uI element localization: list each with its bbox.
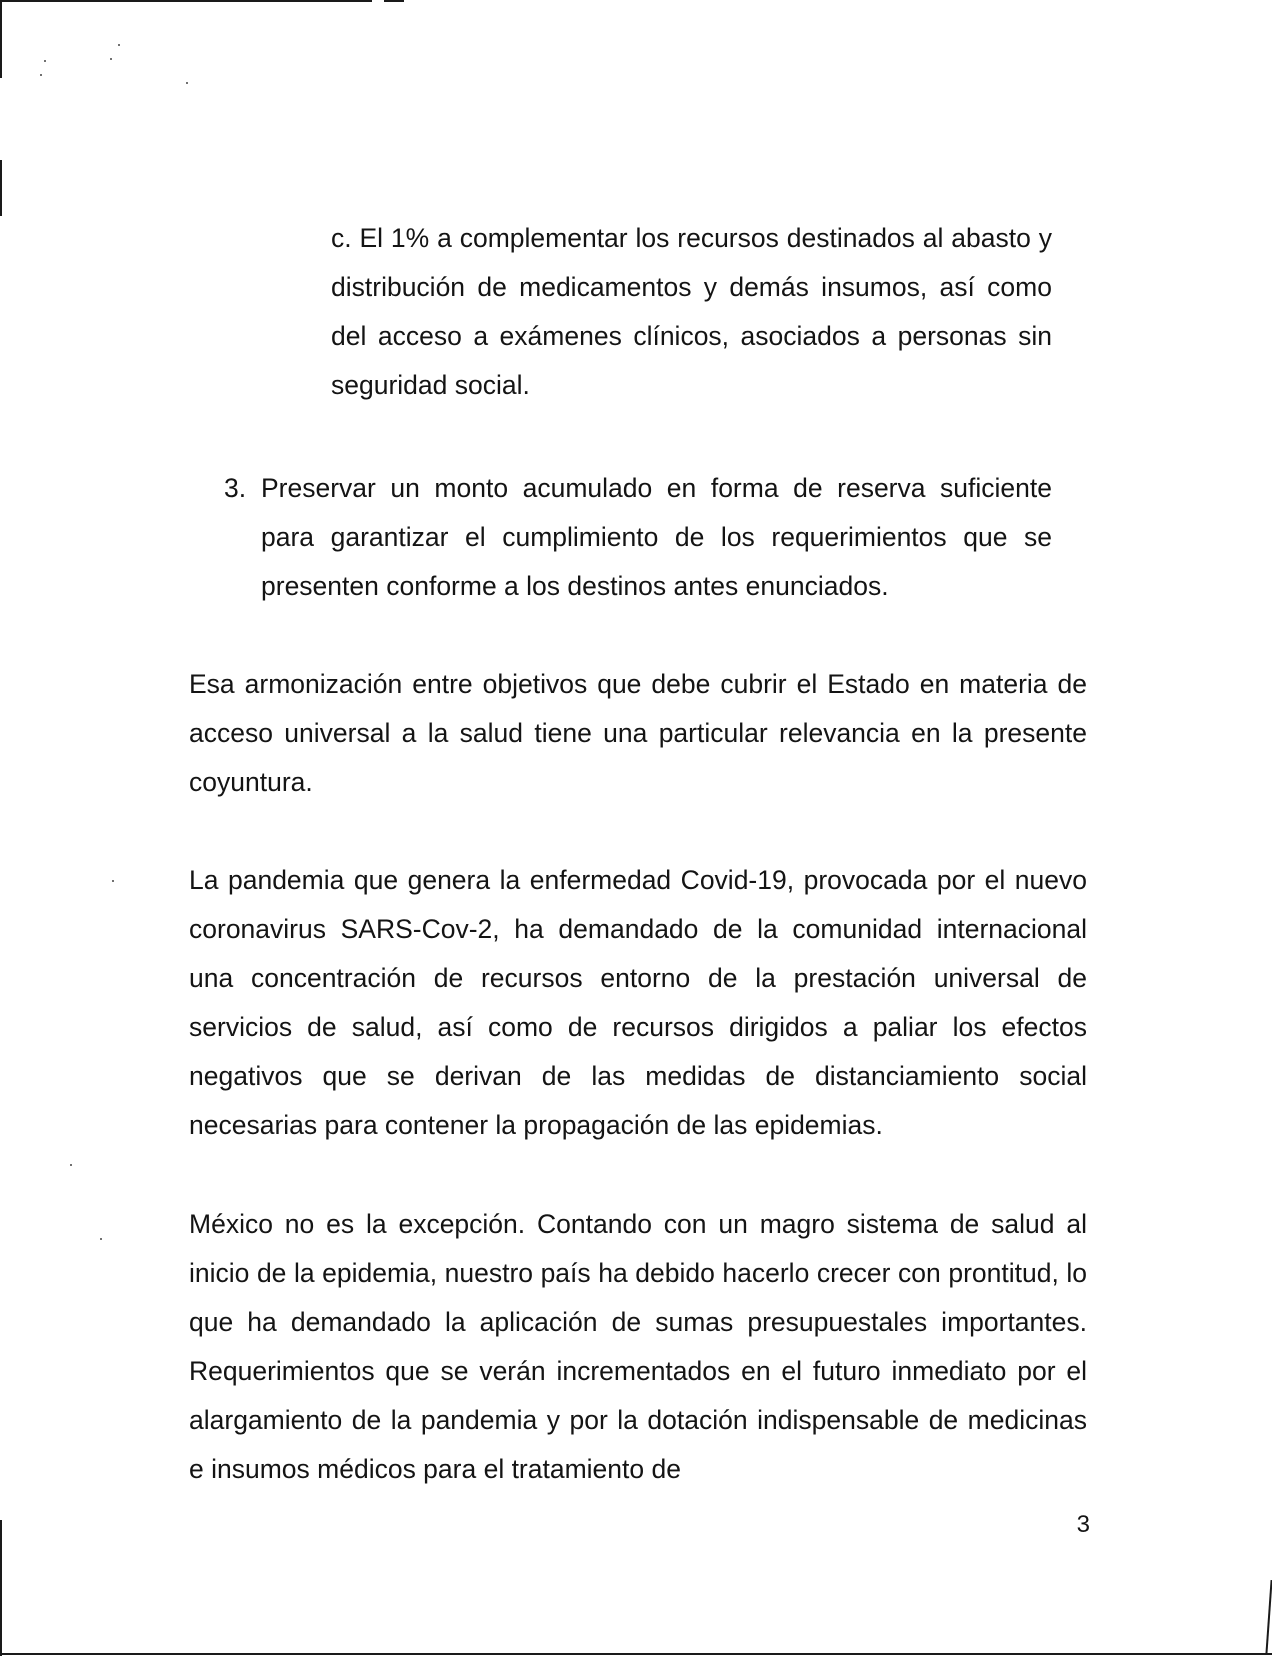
scan-speck bbox=[186, 82, 188, 84]
paragraph: La pandemia que genera la enfermedad Covid-19, provocada por el nuevo coronavirus SARS-Cov-2, ha demandado de la comunidad internacional una concentración de recursos entorno de la prestación universal de servicios de salud, así como de recursos dirigidos a paliar los efectos negativos que se derivan de las medidas de distanciamiento social necesarias para contener la propagación de las epidemias. bbox=[189, 865, 1087, 1140]
scan-edge-right bbox=[1265, 1580, 1272, 1654]
scan-speck bbox=[112, 880, 114, 882]
scan-speck bbox=[118, 44, 120, 46]
paragraph: Esa armonización entre objetivos que debe cubrir el Estado en materia de acceso universal a la salud tiene una particular relevancia en la presente coyuntura. bbox=[189, 669, 1087, 797]
scan-speck bbox=[110, 58, 112, 60]
scan-edge-left bbox=[0, 0, 2, 78]
scan-speck bbox=[70, 1164, 72, 1166]
list-item-number: 3. bbox=[224, 473, 247, 503]
scan-speck bbox=[100, 1238, 102, 1240]
list-item-3 bbox=[224, 464, 1052, 611]
scan-edge-left-fragment bbox=[0, 160, 2, 216]
paragraph: México no es la excepción. Contando con un magro sistema de salud al inicio de la epidemia, nuestro país ha debido hacerlo crecer con prontitud, lo que ha demandado la aplicación de sumas presupuestales importantes. Requerimientos que se verán incrementados en el futuro inmediato por el alargamiento de la pandemia y por la dotación indispensable de medicinas e insumos médicos para el tratamiento de bbox=[189, 1209, 1087, 1484]
scan-edge-top-fragment bbox=[384, 0, 404, 2]
scan-speck bbox=[44, 60, 46, 62]
scan-edge-bottom bbox=[0, 1653, 1272, 1655]
scan-edge-left-bottom bbox=[0, 1520, 2, 1656]
list-item-text: Preservar un monto acumulado en forma de reserva suficiente para garantizar el cumplimiento de los requerimientos que se presenten conforme a los destinos antes enunciados. bbox=[261, 473, 1052, 601]
page-number: 3 bbox=[1076, 1511, 1090, 1538]
scan-edge-top bbox=[0, 0, 372, 2]
list-item-c: c. El 1% a complementar los recursos destinados al abasto y distribución de medicamentos y demás insumos, así como del acceso a exámenes clínicos, asociados a personas sin seguridad social. bbox=[331, 223, 1052, 400]
scan-speck bbox=[40, 74, 42, 76]
